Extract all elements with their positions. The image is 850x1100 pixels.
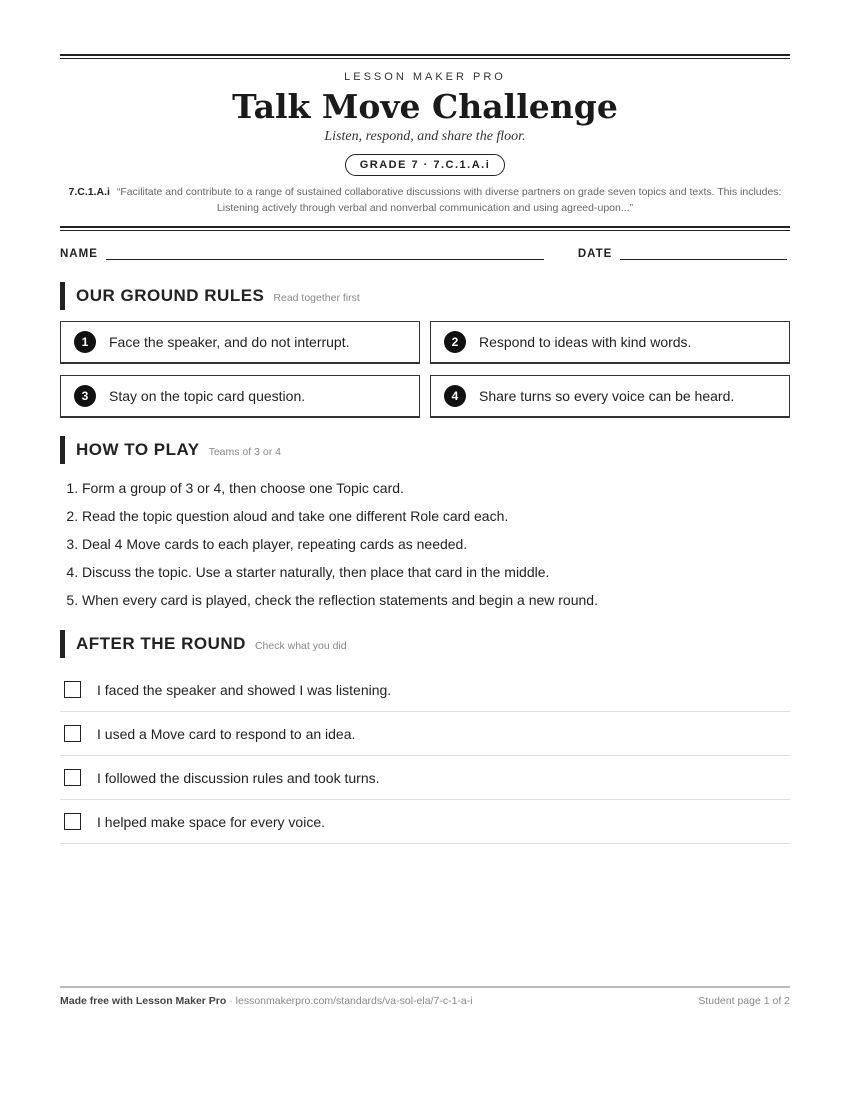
date-field[interactable] [620,247,787,260]
rule-text: Respond to ideas with kind words. [479,334,692,350]
step-item: 1. Form a group of 3 or 4, then choose one Topic card. [82,474,790,502]
number-badge: 2 [444,331,466,353]
footer-separator: · [226,995,236,1007]
checklist-item [60,756,790,800]
standard-description [60,184,790,216]
rule-card-3 [60,375,420,418]
page-subtitle: Listen, respond, and share the floor. [324,129,526,144]
rule-card-1 [60,321,420,364]
checklist-item [60,800,790,844]
ground-rules-header [60,282,790,310]
section-note: Read together first [273,292,360,304]
section-note: Teams of 3 or 4 [208,446,281,458]
rule-text: Share turns so every voice can be heard. [479,388,735,404]
step-item: 3. Deal 4 Move cards to each player, repeating cards as needed. [82,530,790,558]
page-title: Talk Move Challenge [232,87,618,126]
how-to-play-header [60,436,790,464]
name-field[interactable] [106,247,544,260]
checkbox[interactable] [64,725,81,742]
date-label: DATE [577,248,613,260]
how-to-play-steps [60,474,790,614]
checklist-text: I used a Move card to respond to an idea. [97,725,356,742]
checklist-text: I followed the discussion rules and took turns. [97,769,380,786]
standard-text: “Facilitate and contribute to a range of sustained collaborative discussions with diverse partners on grade seven topics and texts. This includes: Listening actively through verbal and nonverbal communication and using agreed-upon...” [116,186,782,214]
footer-url[interactable]: lessonmakerpro.com/standards/va-sol-ela/7-c-1-a-i [235,995,473,1007]
step-item: 5. When every card is played, check the reflection statements and begin a new round. [82,586,790,614]
section-title: AFTER THE ROUND [76,634,246,653]
checklist-item [60,712,790,756]
section-title: HOW TO PLAY [76,440,200,459]
made-with-label: Made free with Lesson Maker Pro [60,995,227,1007]
number-badge: 1 [74,331,96,353]
section-title: OUR GROUND RULES [76,286,265,305]
checklist-text: I helped make space for every voice. [97,813,326,830]
name-label: NAME [60,248,98,260]
after-round-header [60,630,790,658]
checklist-item [60,668,790,712]
name-date-row [60,247,790,260]
brand-label: LESSON MAKER PRO [344,71,506,83]
page-footer [60,986,790,1007]
rule-text: Face the speaker, and do not interrupt. [109,334,350,350]
reflection-checklist [60,668,790,844]
header-double-rule [60,226,790,231]
checkbox[interactable] [64,813,81,830]
rule-card-2 [430,321,790,364]
checkbox[interactable] [64,681,81,698]
number-badge: 3 [74,385,96,407]
grade-badge: GRADE 7 · 7.C.1.A.i [345,154,506,176]
section-note: Check what you did [254,640,347,652]
ground-rules-grid [60,321,790,418]
checkbox[interactable] [64,769,81,786]
page-number: Student page 1 of 2 [698,995,790,1007]
standard-code: 7.C.1.A.i [68,186,110,198]
step-item: 2. Read the topic question aloud and take one different Role card each. [82,502,790,530]
step-item: 4. Discuss the topic. Use a starter naturally, then place that card in the middle. [82,558,790,586]
rule-text: Stay on the topic card question. [109,388,306,404]
footer-credit [60,995,473,1007]
worksheet-page [60,54,790,844]
rule-card-4 [430,375,790,418]
number-badge: 4 [444,385,466,407]
top-double-rule [60,54,790,59]
checklist-text: I faced the speaker and showed I was listening. [97,681,392,698]
